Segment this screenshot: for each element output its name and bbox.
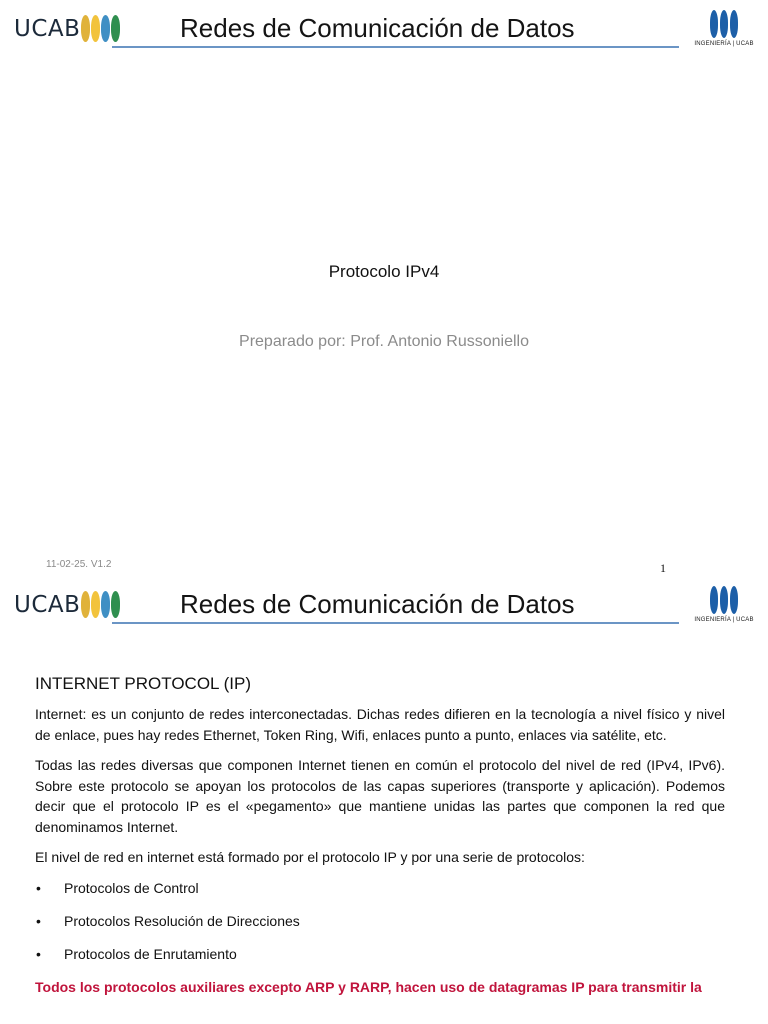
- paragraph: Todas las redes diversas que componen Internet tienen en común el protocolo del nivel de red (IPv4, IPv6). Sobre este protocolo se apoyan los protocolos de las capas superiores (transporte y aplicación). Podemos decir que el protocolo IP es el «pegamento» que mantiene unidas las partes que componen la red que denominamos Internet.: [35, 757, 725, 835]
- protocol-list: [35, 878, 725, 964]
- cover-subtitle: Preparado por: Prof. Antonio Russoniello: [239, 333, 529, 350]
- bullet-icon: •: [36, 879, 41, 896]
- bullet-icon: •: [36, 945, 41, 962]
- ingenieria-logo-text: INGENIERÍA | UCAB: [694, 617, 754, 623]
- list-item: [35, 944, 725, 964]
- ingenieria-logo-icon: [686, 10, 762, 47]
- paragraph: Internet: es un conjunto de redes interconectadas. Dichas redes difieren en la tecnología a nivel físico y nivel de enlace, pues hay redes Ethernet, Token Ring, Wifi, enlaces punto a punto, enlaces via satélite, etc.: [35, 706, 725, 743]
- ingenieria-logo-icon: [686, 586, 762, 623]
- list-item-label: Protocolos Resolución de Direcciones: [64, 912, 300, 929]
- bullet-icon: •: [36, 912, 41, 929]
- slide-2: [0, 576, 768, 1024]
- section-title: INTERNET PROTOCOL (IP): [35, 674, 251, 693]
- cover-title: Protocolo IPv4: [328, 262, 440, 281]
- ucab-logo-drops: [81, 14, 121, 43]
- list-item: [35, 911, 725, 931]
- ucab-logo-drops: [81, 590, 121, 619]
- list-item-label: Protocolos de Control: [64, 879, 199, 896]
- page-number: 1: [660, 561, 666, 575]
- ucab-logo-text: UCAB: [14, 15, 81, 42]
- paragraph: El nivel de red en internet está formado por el protocolo IP y por una serie de protocolos:: [35, 849, 585, 865]
- ucab-logo-icon: [14, 14, 121, 43]
- footer-date: 11-02-25. V1.2: [46, 559, 112, 570]
- ucab-logo-text: UCAB: [14, 591, 81, 618]
- list-item: [35, 878, 725, 898]
- list-item-label: Protocolos de Enrutamiento: [64, 945, 237, 962]
- header-title: Redes de Comunicación de Datos: [180, 13, 575, 43]
- header-title: Redes de Comunicación de Datos: [180, 589, 575, 619]
- ingenieria-logo-text: INGENIERÍA | UCAB: [694, 41, 754, 47]
- slide-content: [35, 674, 725, 997]
- header-divider: [112, 46, 679, 48]
- ucab-logo-icon: [14, 590, 121, 619]
- header-divider: [112, 622, 679, 624]
- highlight-text: Todos los protocolos auxiliares excepto ARP y RARP, hacen uso de datagramas IP para transmitir la: [35, 978, 702, 995]
